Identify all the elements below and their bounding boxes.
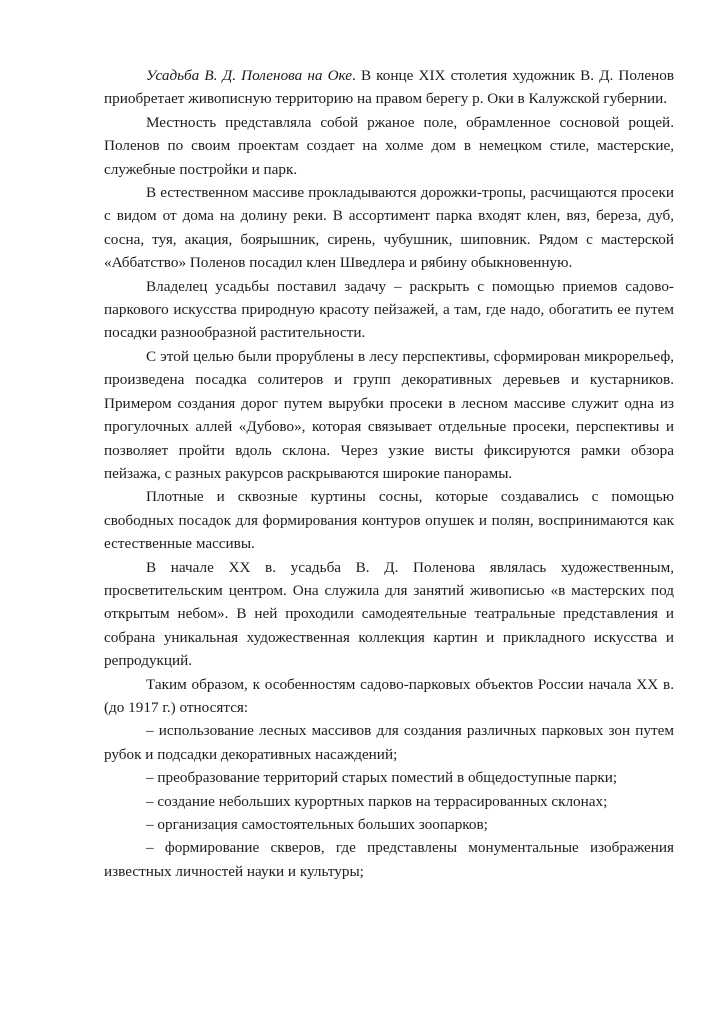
paragraph-3: В естественном массиве прокладываются дорожки-тропы, расчищаются просеки с видом от дома на долину реки. В ассортимент парка входят клен, вяз, береза, дуб, сосна, туя, акация, боярышник, сирень, чубушник, шиповник. Рядом с мастерской «Аббатство» Поленов посадил клен Шведлера и рябину обыкновенную.	[104, 184, 674, 272]
list-item: – формирование скверов, где представлены монументальные изображения известных личностей науки и культуры;	[104, 839, 674, 880]
list-item: – использование лесных массивов для создания различных парковых зон путем рубок и подсадки декоративных насаждений;	[104, 722, 674, 763]
heading-inline: Усадьба В. Д. Поленова на Оке	[146, 67, 353, 84]
paragraph-2: Местность представляла собой ржаное поле, обрамленное сосновой рощей. Поленов по своим проектам создает на холме дом в немецком стиле, мастерские, служебные постройки и парк.	[104, 113, 674, 178]
document-page	[104, 64, 674, 883]
paragraph-1-text: В конце XIX столетия художник В. Д. Поленов приобретает живописную территорию на правом берегу р. Оки в Калужской губернии.	[104, 67, 675, 108]
paragraph-4: Владелец усадьбы поставил задачу – раскрыть с помощью приемов садово-паркового искусства природную красоту пейзажей, а там, где надо, обогатить ее путем посадки разнообразной растительности.	[104, 277, 674, 342]
list-item: – создание небольших курортных парков на террасированных склонах;	[146, 792, 608, 810]
paragraph-7: В начале XX в. усадьба В. Д. Поленова являлась художественным, просветительским центром. Она служила для занятий живописью «в мастерских под открытым небом». В ней проходили самодеятельные театральные представления и собрана уникальная художественная коллекция картин и прикладного искусства и репродукций.	[104, 558, 674, 670]
paragraph-1: Усадьба В. Д. Поленова на Оке. В конце XIX столетия художник В. Д. Поленов приобретает живописную территорию на правом берегу р. Оки в Калужской губернии.	[104, 67, 675, 108]
paragraph-8: Таким образом, к особенностям садово-парковых объектов России начала XX в. (до 1917 г.) относятся:	[104, 675, 674, 716]
paragraph-5: С этой целью были прорублены в лесу перспективы, сформирован микрорельеф, произведена посадка солитеров и групп декоративных деревьев и кустарников. Примером создания дорог путем вырубки просеки в лесном массиве служит одна из прогулочных аллей «Дубово», которая связывает отдельные просеки, перспективы и позволяет пройти вдоль склона. Через узкие висты фиксируются рамки обзора пейзажа, с разных ракурсов раскрываются широкие панорамы.	[104, 347, 674, 482]
list-item: – организация самостоятельных больших зоопарков;	[146, 816, 488, 833]
paragraph-6: Плотные и сквозные куртины сосны, которые создавались с помощью свободных посадок для формирования контуров опушек и полян, воспринимаются как естественные массивы.	[104, 488, 674, 553]
list-item: – преобразование территорий старых поместий в общедоступные парки;	[146, 769, 618, 787]
